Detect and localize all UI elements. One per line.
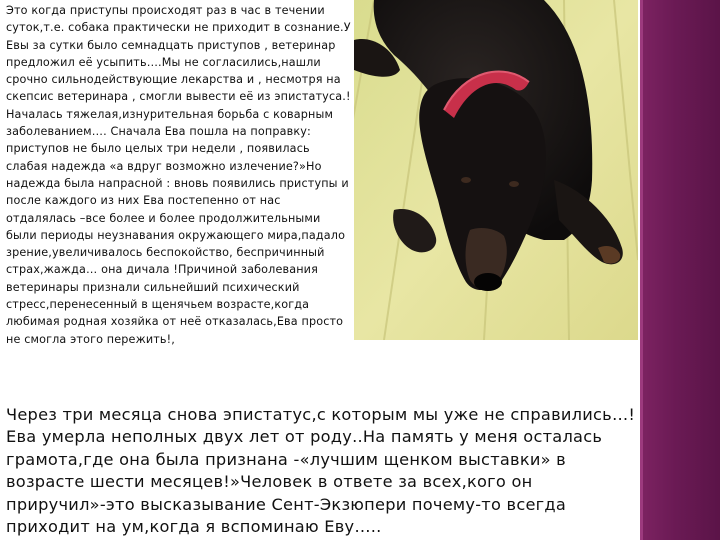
story-paragraph-bottom: Через три месяца снова эпистатус,с которым мы уже не справились…! Ева умерла неполных двух лет от роду..На память у меня осталась грамота,где она была признана -«лучшим щенком выставки» в возрасте шести месяцев!»Человек в ответе за всех,кого он приручил»-это высказывание Сент-Экзюпери почему-то всегда приходит на ум,когда я вспоминаю Еву….. [6,405,636,537]
dog-photo [354,0,638,340]
decorative-side-bar [640,0,720,540]
story-paragraph-left: Это когда приступы происходят раз в час в течении суток,т.е. собака практически не приходит в сознание.У Евы за сутки было семнадцать приступов , ветеринар предложил её усыпить….Мы не согласились,нашли срочно сильнодействующие лекарства и , несмотря на скепсис ветеринара , смогли вывести её из эпистатуса.!Началась тяжелая,изнурительная борьба с коварным заболеванием…. Сначала Ева пошла на поправку: приступов не было целых три недели , появилась слабая надежда «а вдруг возможно излечение?»Но надежда была напрасной : вновь появились приступы и после каждого из них Ева постепенно от нас отдалялась –все более и более продолжительными были периоды неузнавания окружающего мира,падало зрение,увеличивалось беспокойство, беспричинный страх,жажда… она дичала !Причиной заболевания ветеринары признали сильнейший психический стресс,перенесенный в щенячьем возрасте,когда любимая родная хозяйка от неё отказалась,Ева просто не смогла этого пережить!, [6,4,351,346]
